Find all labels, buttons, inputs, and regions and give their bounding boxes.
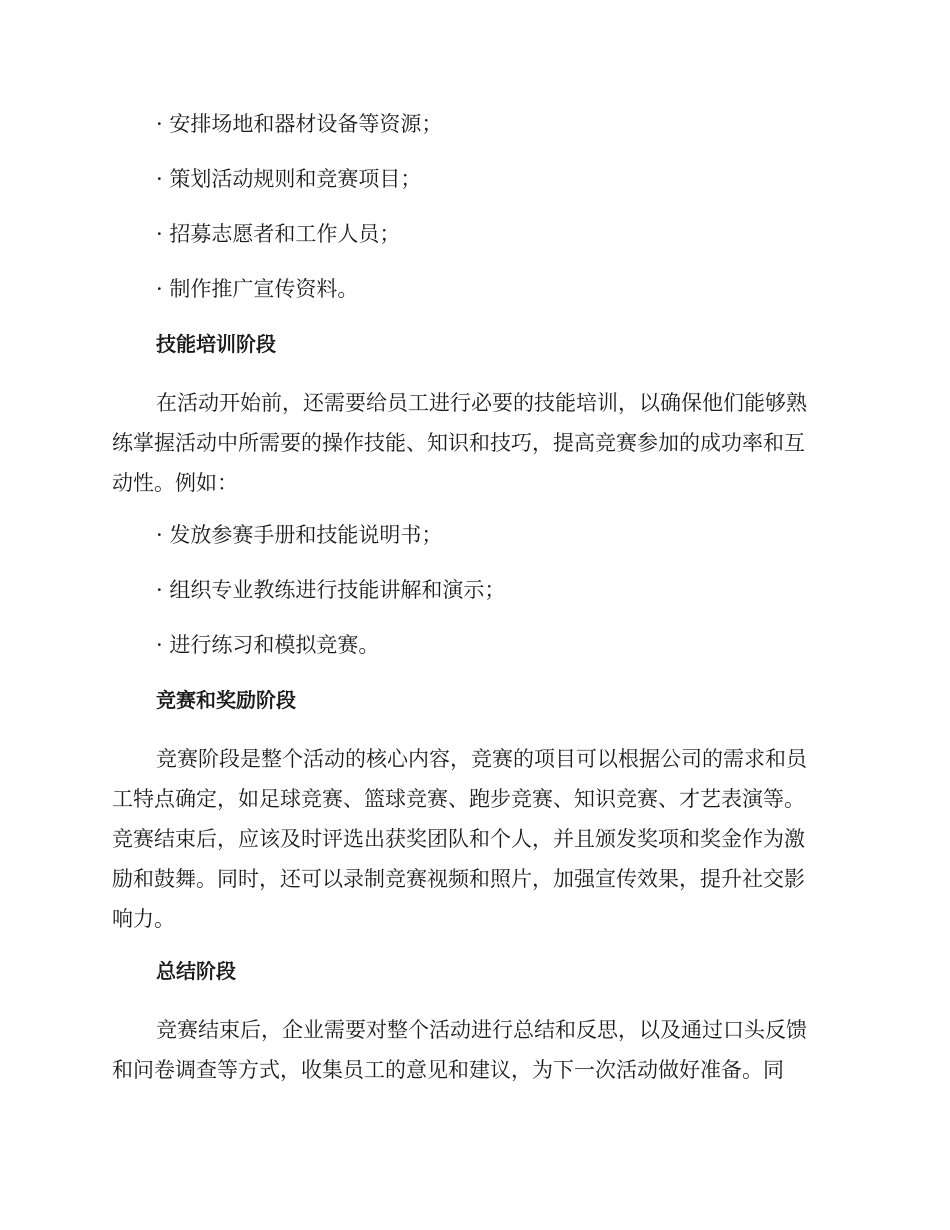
paragraph-line: 练掌握活动中所需要的操作技能、知识和技巧，提高竞赛参加的成功率和互: [112, 431, 805, 455]
paragraph-line: 和问卷调查等方式，收集员工的意见和建议，为下一次活动做好准备。同: [112, 1058, 784, 1082]
paragraph-line: 竞赛结束后，企业需要对整个活动进行总结和反思，以及通过口头反馈: [156, 1018, 807, 1042]
paragraph-line: 竞赛结束后，应该及时评选出获奖团队和个人，并且颁发奖项和奖金作为激: [112, 827, 805, 851]
document-page: [112, 108, 832, 1106]
section-heading-contest-awards: 竞赛和奖励阶段: [156, 688, 296, 712]
paragraph-line: 在活动开始前，还需要给员工进行必要的技能培训，以确保他们能够熟: [156, 391, 807, 415]
paragraph-line: 励和鼓舞。同时，还可以录制竞赛视频和照片，加强宣传效果，提升社交影: [112, 867, 805, 891]
paragraph-skill-training: [112, 383, 832, 503]
list-item: · 安排场地和器材设备等资源；: [156, 112, 443, 136]
list-item: · 策划活动规则和竞赛项目；: [156, 167, 422, 191]
list-item: · 进行练习和模拟竞赛。: [156, 633, 380, 657]
paragraph-line: 工特点确定，如足球竞赛、篮球竞赛、跑步竞赛、知识竞赛、才艺表演等。: [112, 787, 805, 811]
section-heading-skill-training: 技能培训阶段: [156, 332, 276, 356]
paragraph-line: 竞赛阶段是整个活动的核心内容，竞赛的项目可以根据公司的需求和员: [156, 747, 807, 771]
paragraph-line: 响力。: [112, 907, 175, 931]
list-item: · 发放参赛手册和技能说明书；: [156, 523, 443, 547]
section-heading-summary: 总结阶段: [156, 959, 236, 983]
paragraph-summary: [112, 1010, 832, 1090]
paragraph-contest-awards: [112, 739, 832, 939]
list-item: · 制作推广宣传资料。: [156, 277, 359, 301]
paragraph-line: 动性。例如：: [112, 471, 238, 495]
list-item: · 招募志愿者和工作人员；: [156, 222, 401, 246]
list-item: · 组织专业教练进行技能讲解和演示；: [156, 578, 506, 602]
